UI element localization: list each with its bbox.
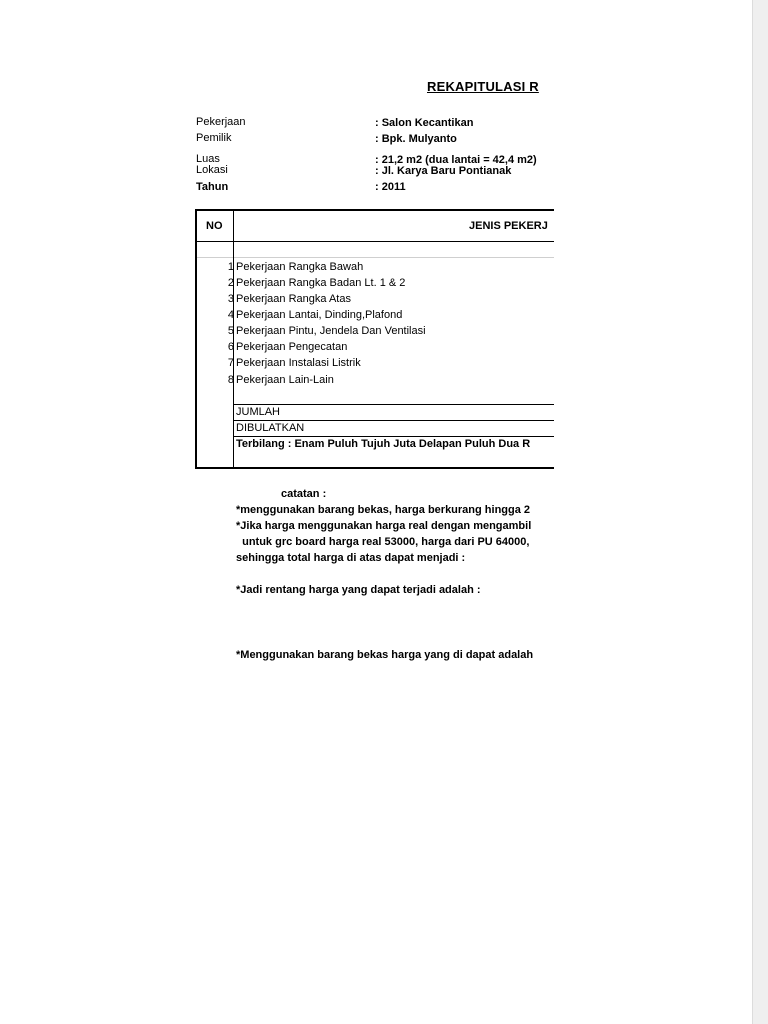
dibulatkan-label: DIBULATKAN [236, 422, 305, 434]
note-line: *Menggunakan barang bekas harga yang di dapat adalah [236, 649, 534, 661]
table-border-top [195, 209, 554, 211]
table-summary-divider [234, 436, 554, 437]
pemilik-value: : Bpk. Mulyanto [375, 133, 457, 145]
table-row-no: 8 [227, 374, 234, 386]
lokasi-label: Lokasi [196, 164, 228, 176]
table-row-desc: Pekerjaan Pengecatan [236, 341, 348, 353]
table-row-desc: Pekerjaan Lain-Lain [236, 374, 334, 386]
table-row-desc: Pekerjaan Pintu, Jendela Dan Ventilasi [236, 325, 426, 337]
table-header-no: NO [206, 220, 223, 232]
table-row-no: 3 [227, 293, 234, 305]
table-header-divider [197, 241, 554, 242]
table-row-desc: Pekerjaan Lantai, Dinding,Plafond [236, 309, 403, 321]
table-border-left [195, 209, 197, 469]
pekerjaan-value: : Salon Kecantikan [375, 117, 474, 129]
table-row-no: 4 [227, 309, 234, 321]
tahun-label: Tahun [196, 181, 229, 193]
table-row-no: 1 [227, 261, 234, 273]
terbilang-text: Terbilang : Enam Puluh Tujuh Juta Delapan Puluh Dua R [236, 438, 531, 450]
table-subheader-divider [197, 257, 554, 258]
table-border-bottom [195, 467, 554, 469]
table-header-jenis: JENIS PEKERJ [469, 220, 548, 232]
table-row-desc: Pekerjaan Instalasi Listrik [236, 357, 361, 369]
catatan-heading: catatan : [281, 488, 327, 500]
note-line: sehingga total harga di atas dapat menjadi : [236, 552, 466, 564]
note-line: *Jika harga menggunakan harga real dengan mengambil [236, 520, 532, 532]
table-row-desc: Pekerjaan Rangka Atas [236, 293, 351, 305]
tahun-value: : 2011 [375, 181, 406, 193]
note-line: untuk grc board harga real 53000, harga dari PU 64000, [236, 536, 530, 548]
table-row-desc: Pekerjaan Rangka Badan Lt. 1 & 2 [236, 277, 406, 289]
jumlah-label: JUMLAH [236, 406, 281, 418]
note-line: *menggunakan barang bekas, harga berkurang hingga 2 [236, 504, 531, 516]
note-line: *Jadi rentang harga yang dapat terjadi adalah : [236, 584, 481, 596]
table-row-no: 7 [227, 357, 234, 369]
viewer-edge [752, 0, 768, 1024]
table-row-no: 6 [227, 341, 234, 353]
lokasi-value: : Jl. Karya Baru Pontianak [375, 165, 512, 177]
pemilik-label: Pemilik [196, 132, 232, 144]
table-row-no: 5 [227, 325, 234, 337]
pekerjaan-label: Pekerjaan [196, 116, 246, 128]
document-title: REKAPITULASI R [427, 79, 539, 94]
luas-value: : 21,2 m2 (dua lantai = 42,4 m2) [375, 154, 537, 166]
table-row-desc: Pekerjaan Rangka Bawah [236, 261, 364, 273]
luas-label: Luas [196, 153, 220, 165]
table-summary-divider [234, 420, 554, 421]
table-column-divider [233, 211, 234, 467]
table-summary-divider [234, 404, 554, 405]
table-row-no: 2 [227, 277, 234, 289]
